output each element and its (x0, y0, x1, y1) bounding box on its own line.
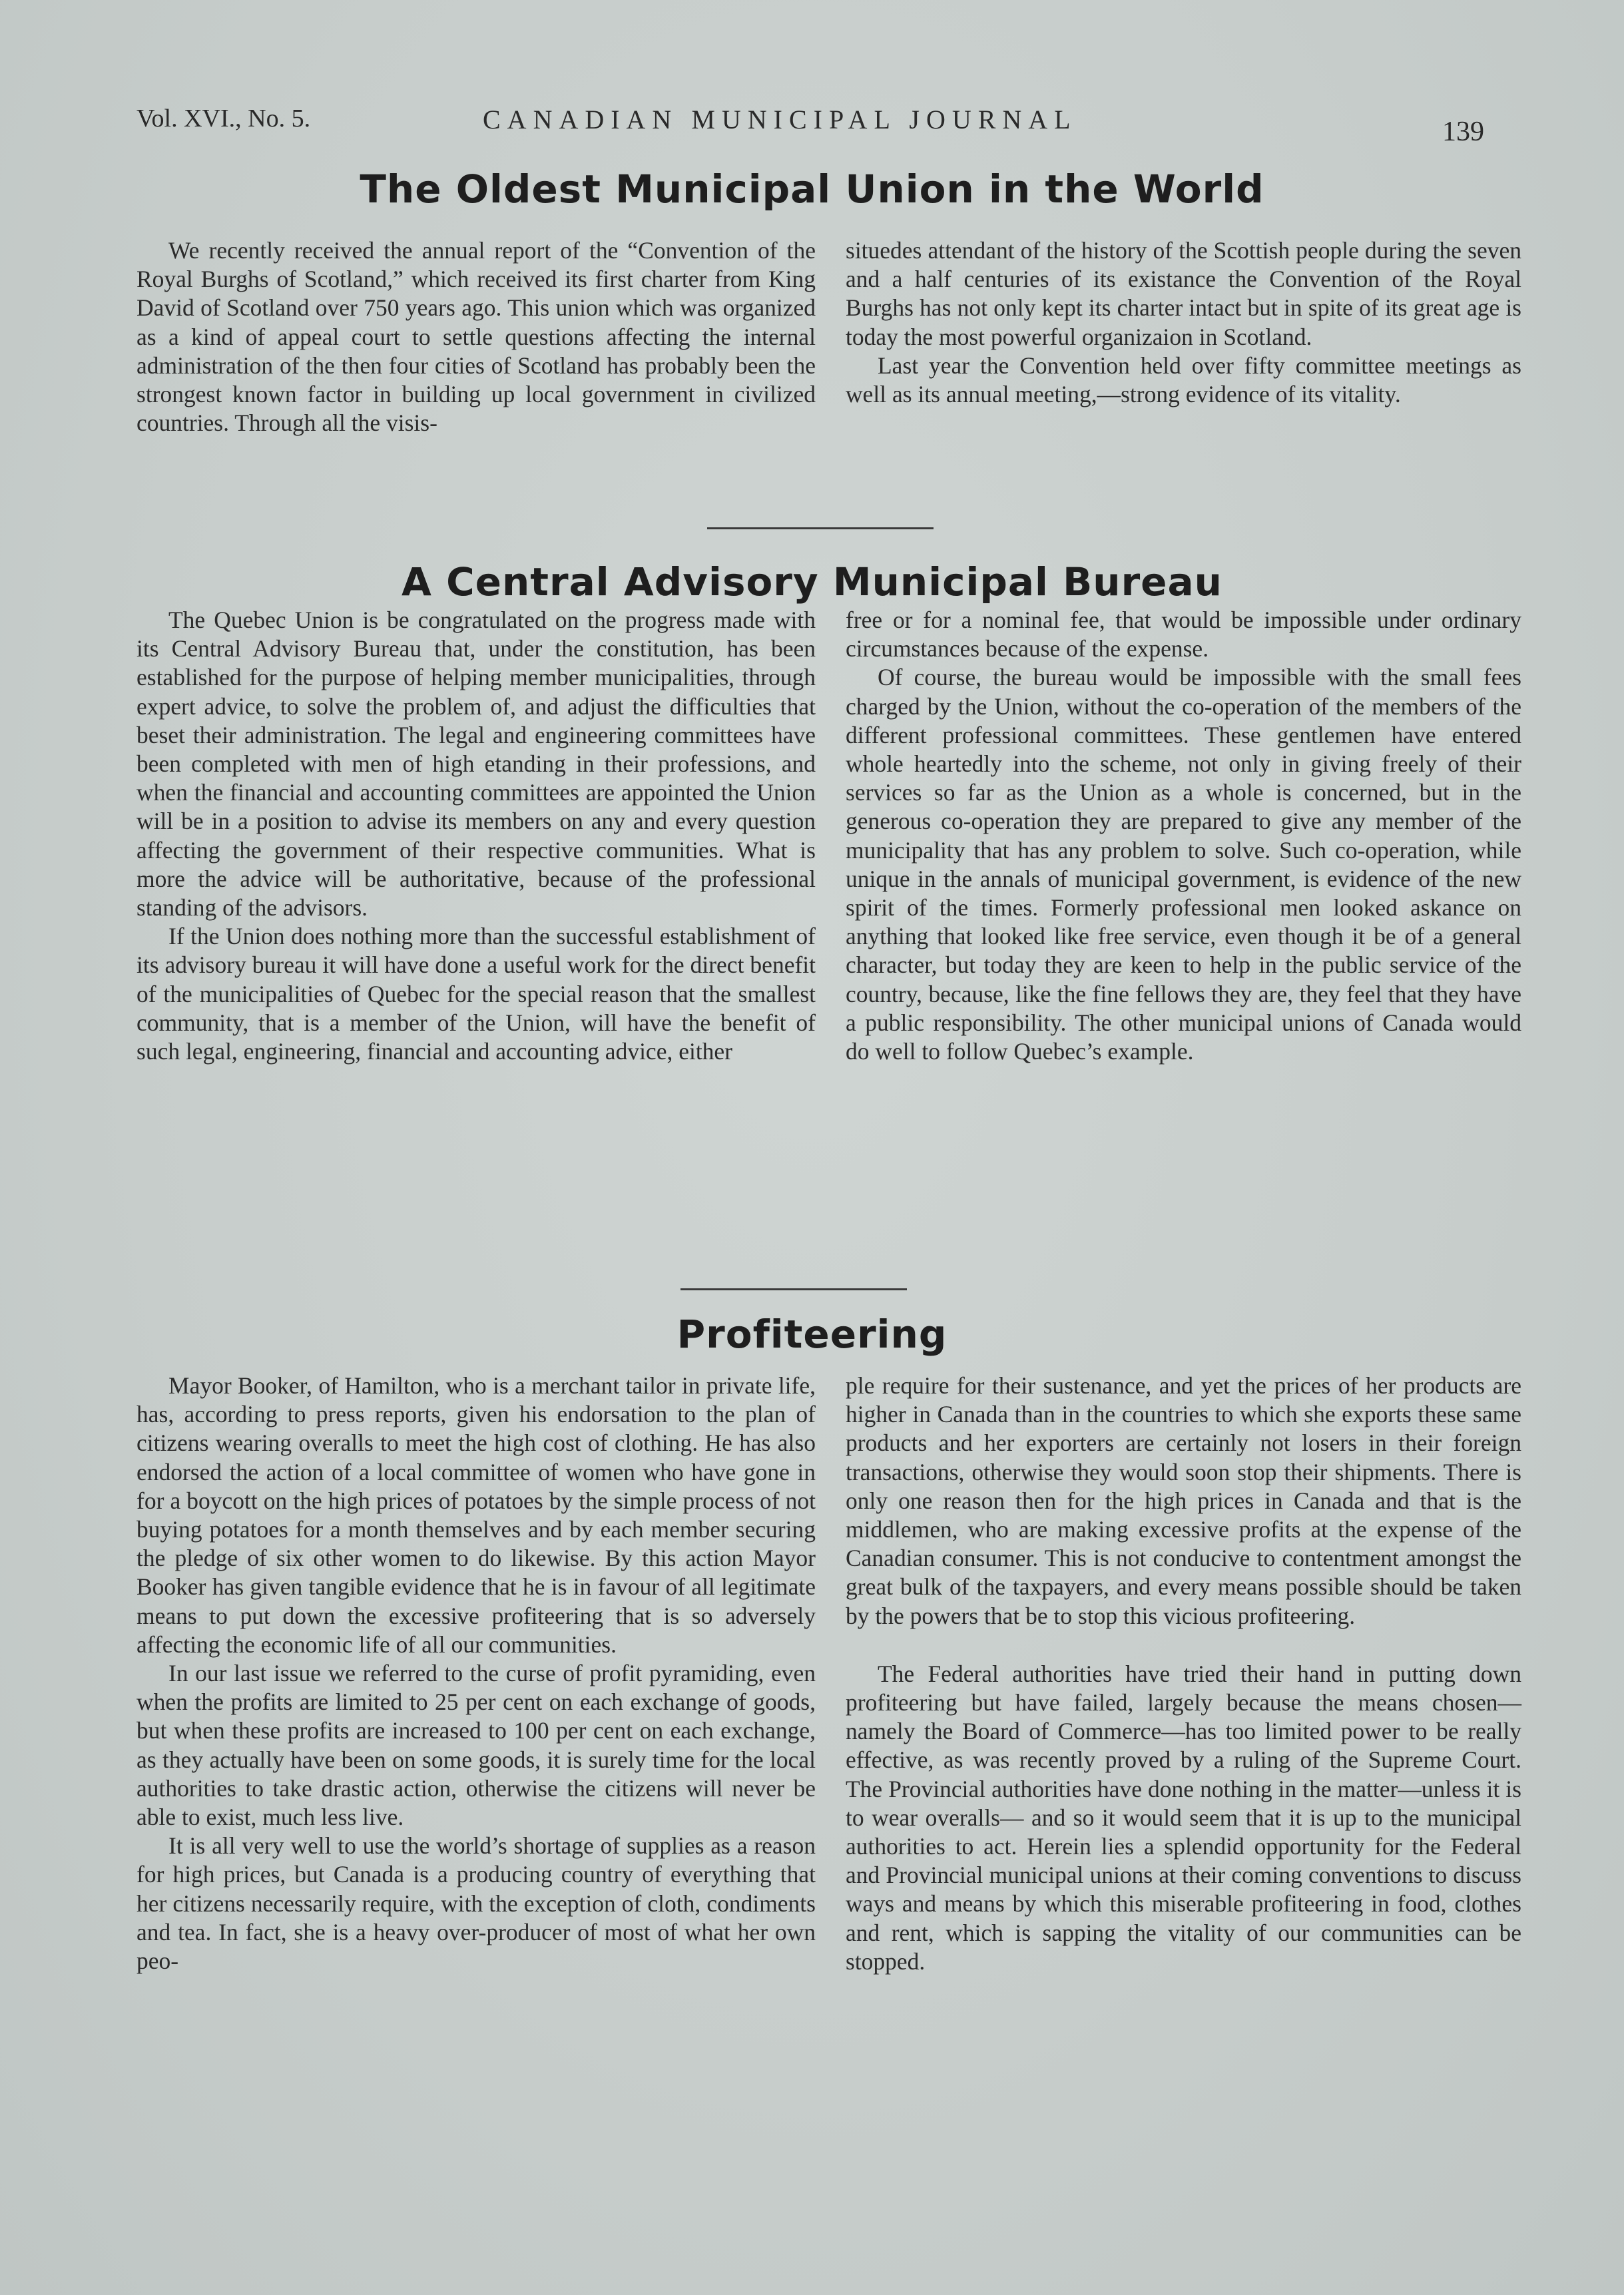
article-paragraph: Last year the Convention held over fifty committee meetings as well as its annual meeting,—strong evidence of its vitality. (846, 352, 1521, 408)
article-paragraph: The Federal authorities have tried their hand in putting down profiteering but have failed, largely because the means chosen—namely the Board of Commerce—has too limited power to be really effective, as was recently proved by a ruling of the Supreme Court. The Provincial authorities have done nothing in the matter—unless it is to wear overalls— and so it would seem that it is up to the municipal authorities to act. Herein lies a splendid opportunity for the Federal and Provincial municipal unions at their coming conventions to discuss ways and means by which this miserable profiteering in food, clothes and rent, which is sapping the vitality of our communities can be stopped. (846, 1660, 1521, 1975)
running-header (136, 100, 1524, 153)
journal-title: CANADIAN MUNICIPAL JOURNAL (483, 105, 1077, 134)
page-number: 139 (1442, 117, 1484, 147)
article-paragraph: The Quebec Union is be congratulated on the progress made with its Central Advisory Bureau that, under the constitution, has been established for the purpose of helping member municipalities, through expert advice, to solve the problem of, and adjust the difficulties that beset their administration. The legal and engineering committees have been completed with men of high etanding in their professions, and when the financial and accounting committees are appointed the Union will be in a position to advise its members on any and every question affecting the government of their respective communities. What is more the advice will be authoritative, because of the professional standing of the advisors. (136, 607, 816, 921)
article-1-left-column (136, 236, 816, 516)
section-divider (680, 1288, 907, 1290)
article-paragraph: Of course, the bureau would be impossible with the small fees charged by the Union, without the co-operation of the members of the different professional committees. These gentlemen have entered whole heartedly into the scheme, not only in giving freely of their services so far as the Union as a whole is concerned, but in the generous co-operation they are prepared to give any member of the municipality that has any problem to solve. Such co-operation, while unique in the annals of municipal government, is evidence of the new spirit of the times. Formerly professional men looked askance on anything that looked like free service, even though it be of a general character, but today they are keen to help in the public service of the country, because, like the fine fellows they are, they feel that they have a public responsibility. The other municipal unions of Canada would do well to follow Quebec’s example. (846, 664, 1521, 1065)
article-paragraph: free or for a nominal fee, that would be impossible under ordinary circumstances because of the expense. (846, 607, 1521, 662)
section-divider (707, 527, 934, 529)
article-paragraph: If the Union does nothing more than the successful establishment of its advisory bureau it will have done a useful work for the direct benefit of the municipalities of Quebec for the special reason that the smallest community, that is a member of the Union, will have the benefit of such legal, engineering, financial and accounting advice, either (136, 923, 816, 1065)
article-2-left-column (136, 606, 816, 1272)
article-1-right-column (846, 236, 1521, 516)
article-paragraph: It is all very well to use the world’s shortage of supplies as a reason for high prices, but Canada is a producing country of everything that her citizens necessarily require, with the exception of cloth, condiments and tea. In fact, she is a heavy over-producer of most of what her own peo- (136, 1832, 816, 1975)
article-2-right-column (846, 606, 1521, 1272)
article-3-left-column (136, 1372, 816, 2244)
article-title-oldest-union: The Oldest Municipal Union in the World (360, 166, 1264, 212)
article-paragraph: ple require for their sustenance, and yet the prices of her products are higher in Canada than in the countries to which she exports these same products and her exporters are certainly not losers in their foreign transactions, otherwise they would soon stop their shipments. There is only one reason then for the high prices in Canada and that is the middlemen, who are making excessive profits at the expense of the Canadian consumer. This is not conducive to contentment amongst the great bulk of the taxpayers, and every means possible should be taken by the powers that be to stop this vicious profiteering. (846, 1372, 1521, 1629)
article-title-advisory-bureau: A Central Advisory Municipal Bureau (402, 559, 1222, 605)
article-paragraph: We recently received the annual report of the “Convention of the Royal Burghs of Scotland,” which received its first charter from King David of Scotland over 750 years ago. This union which was organized as a kind of appeal court to settle questions affecting the internal administration of the then four cities of Scotland has probably been the strongest known factor in building up local government in civilized countries. Through all the visis- (136, 237, 816, 437)
article-paragraph: In our last issue we referred to the curse of profit pyramiding, even when the profits are limited to 25 per cent on each exchange of goods, but when these profits are increased to 100 per cent on each exchange, as they actually have been on some goods, it is surely time for the local authorities to take drastic action, otherwise the citizens will never be able to exist, much less live. (136, 1660, 816, 1831)
article-paragraph: situedes attendant of the history of the Scottish people during the seven and a half centuries of its existance the Convention of the Royal Burghs has not only kept its charter intact but in spite of its great age is today the most powerful organizaion in Scotland. (846, 237, 1521, 350)
paragraph-gap (846, 1631, 1521, 1660)
article-paragraph: Mayor Booker, of Hamilton, who is a merchant tailor in private life, has, according to press reports, given his endorsation to the plan of citizens wearing overalls to meet the high cost of clothing. He has also endorsed the action of a local committee of women who have gone in for a boycott on the high prices of potatoes by the simple process of not buying potatoes for a month themselves and by each member securing the pledge of six other women to do likewise. By this action Mayor Booker has given tangible evidence that he is in favour of all legitimate means to put down the excessive profiteering that is so adversely affecting the economic life of all our communities. (136, 1372, 816, 1658)
article-3-right-column (846, 1372, 1521, 2244)
volume-number: Vol. XVI., No. 5. (136, 105, 311, 132)
article-title-profiteering: Profiteering (677, 1312, 947, 1357)
